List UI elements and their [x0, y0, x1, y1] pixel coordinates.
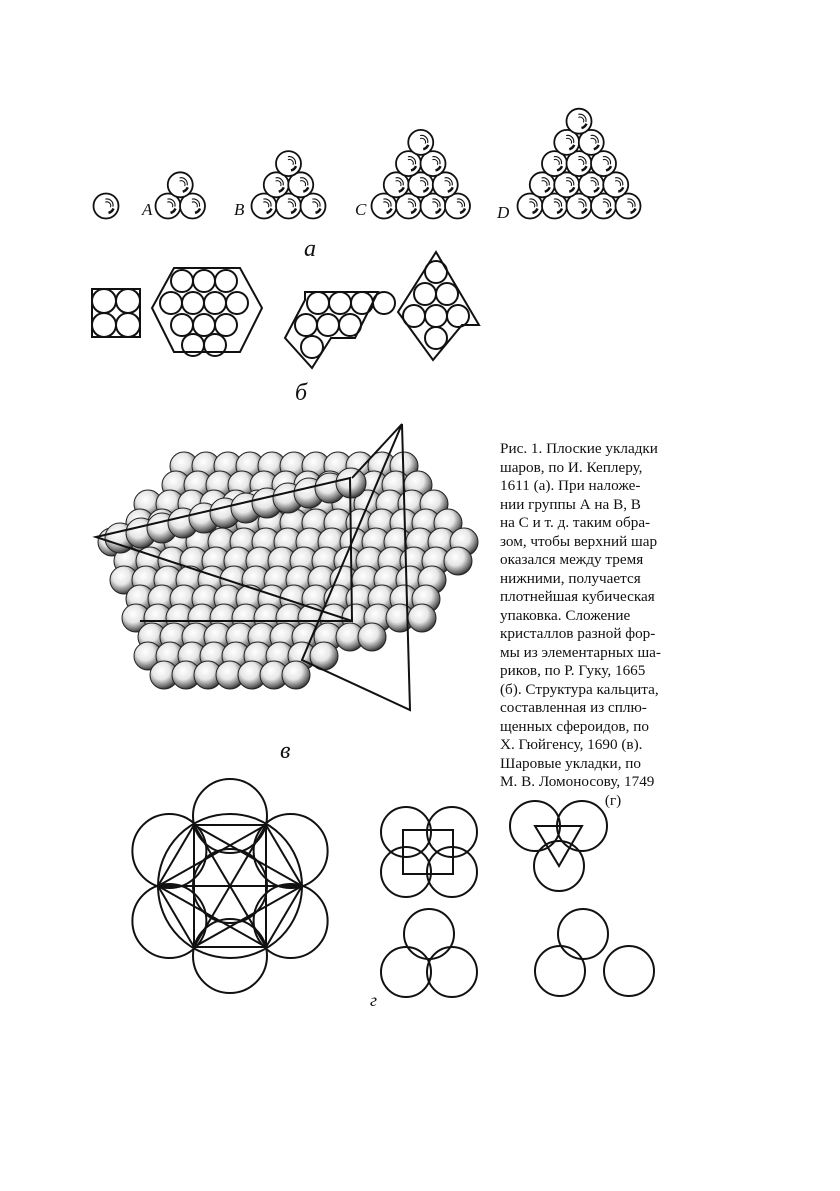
caption-line: упаковка. Сложение: [500, 606, 631, 624]
circle: [329, 292, 351, 314]
lomonosov-packings: [132, 779, 654, 997]
sphere: [444, 547, 472, 575]
circle: [171, 270, 193, 292]
circle: [425, 327, 447, 349]
caption-line: нии группы А на В, В: [500, 495, 641, 513]
caption-line: Шаровые укладки, по: [500, 754, 642, 772]
row-label-a: A: [142, 200, 153, 219]
caption-line: плотнейшая кубическая: [500, 588, 655, 605]
caption-line: щенных сфероидов, по: [500, 717, 649, 735]
circle: [436, 283, 458, 305]
caption-line: нижними, получается: [500, 569, 641, 587]
panel-label-a: а: [304, 236, 316, 262]
sphere: [94, 194, 119, 219]
caption-line: 1611 (а). При наложе-: [500, 477, 641, 494]
sphere: [358, 623, 386, 651]
sphere: [567, 109, 592, 134]
caption-line: М. В. Ломоносову, 1749: [500, 773, 655, 790]
huygens-calcite-structure: [96, 424, 478, 710]
caption-line: оказался между тремя: [500, 551, 644, 568]
circle: [160, 292, 182, 314]
caption-line: кристаллов разной фор-: [500, 625, 656, 642]
circle: [425, 305, 447, 327]
circle: [171, 314, 193, 336]
circle: [307, 292, 329, 314]
sphere: [408, 130, 433, 155]
sphere: [168, 172, 193, 197]
circle: [339, 314, 361, 336]
figure-caption: [500, 440, 726, 810]
row-label-d: D: [497, 203, 510, 222]
notched-parallelogram-shape: [285, 292, 378, 368]
circle: [351, 292, 373, 314]
sphere: [282, 661, 310, 689]
caption-line: зом, чтобы верхний шар: [500, 532, 658, 550]
circle: [215, 314, 237, 336]
circle: [425, 261, 447, 283]
circle: [414, 283, 436, 305]
circle: [403, 305, 425, 327]
circle: [215, 270, 237, 292]
caption-line: риков, по Р. Гуку, 1665: [500, 662, 646, 679]
circle: [193, 314, 215, 336]
sphere: [408, 604, 436, 632]
hooke-shapes: [92, 252, 479, 368]
caption-line: мы из элементарных ша-: [500, 643, 661, 661]
circle: [295, 314, 317, 336]
circle: [373, 292, 395, 314]
panel-label-b: б: [295, 380, 308, 406]
caption-line: шаров, по И. Кеплеру,: [500, 458, 643, 476]
caption-line: (б). Структура кальцита,: [500, 680, 659, 698]
caption-line: Рис. 1. Плоские укладки: [500, 440, 658, 457]
row-label-c: C: [355, 200, 367, 219]
row-label-b: B: [234, 200, 245, 219]
panel-label-g: г: [370, 990, 378, 1010]
circle: [193, 270, 215, 292]
circle: [301, 336, 323, 358]
circle: [317, 314, 339, 336]
circle: [226, 292, 248, 314]
circle: [182, 292, 204, 314]
circle: [447, 305, 469, 327]
panel-label-v: в: [280, 738, 291, 764]
caption-line: Х. Гюйгенсу, 1690 (в).: [500, 736, 643, 753]
circle: [204, 292, 226, 314]
sphere: [276, 151, 301, 176]
caption-line: составленная из сплю-: [500, 699, 647, 716]
caption-line: на С и т. д. таким обра-: [500, 514, 651, 531]
caption-line: (г): [604, 791, 622, 809]
kepler-stacks: [94, 109, 641, 219]
